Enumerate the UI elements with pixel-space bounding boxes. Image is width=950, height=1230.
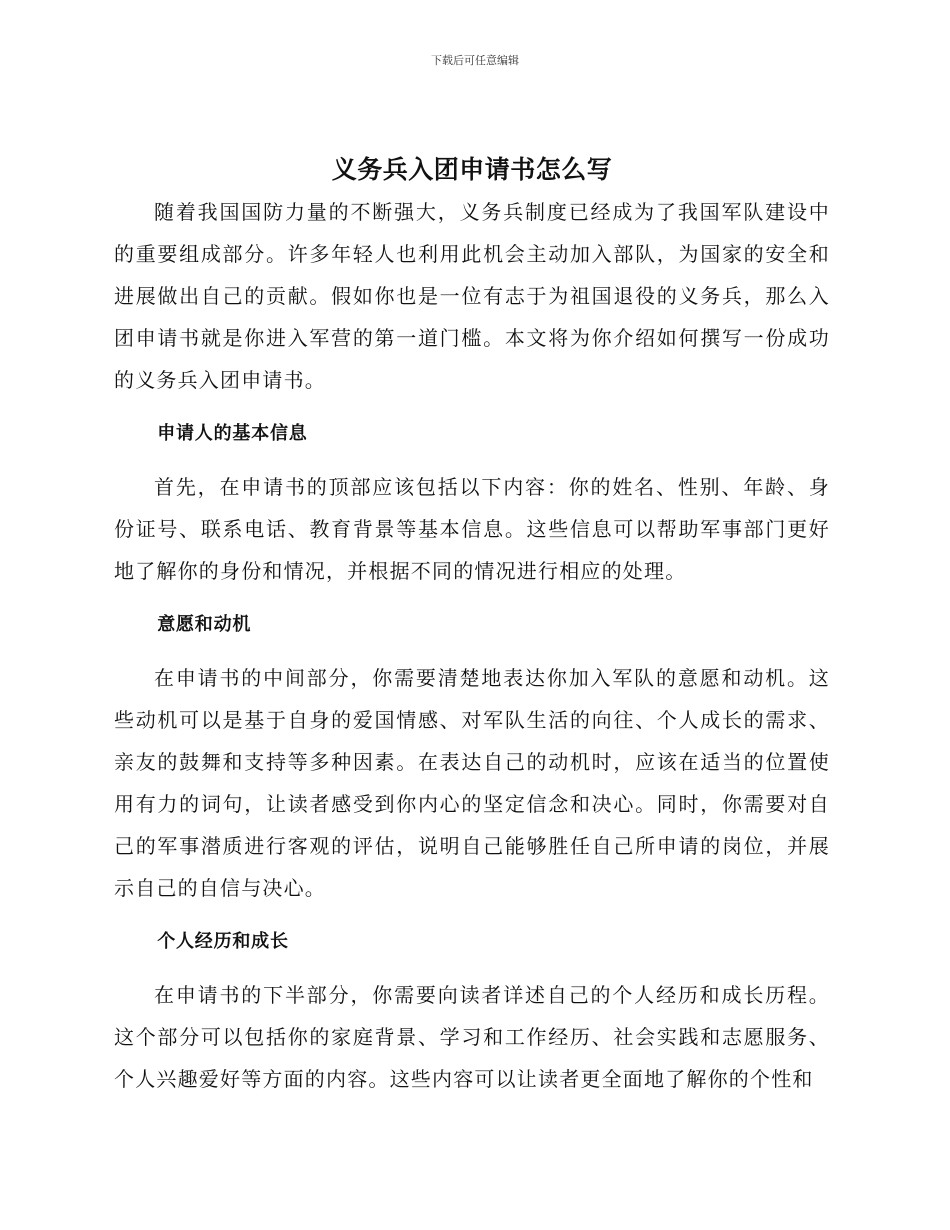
section-paragraph-motivation: 在申请书的中间部分，你需要清楚地表达你加入军队的意愿和动机。这些动机可以是基于自身的爱国情感、对军队生活的向往、个人成长的需求、亲友的鼓舞和支持等多种因素。在表达自己的动机时，应该在适当的位置使用有力的词句，让读者感受到你内心的坚定信念和决心。同时，你需要对自己的军事潜质进行客观的评估，说明自己能够胜任自己所申请的岗位，并展示自己的自信与决心。 — [114, 666, 830, 900]
intro-paragraph: 随着我国国防力量的不断强大，义务兵制度已经成为了我国军队建设中的重要组成部分。许多年轻人也利用此机会主动加入部队，为国家的安全和进展做出自己的贡献。假如你也是一位有志于为祖国退役的义务兵，那么入团申请书就是你进入军营的第一道门槛。本文将为你介绍如何撰写一份成功的义务兵入团申请书。 — [114, 200, 830, 392]
document-title: 义务兵入团申请书怎么写 — [331, 155, 613, 184]
section-paragraph-experience: 在申请书的下半部分，你需要向读者详述自己的个人经历和成长历程。这个部分可以包括你的家庭背景、学习和工作经历、社会实践和志愿服务、个人兴趣爱好等方面的内容。这些内容可以让读者更全面地了解你的个性和 — [114, 983, 830, 1091]
section-heading-motivation: 意愿和动机 — [157, 614, 252, 635]
document-content — [114, 149, 830, 1100]
header-note: 下载后可任意编辑 — [431, 54, 519, 67]
section-heading-basic-info: 申请人的基本信息 — [157, 423, 308, 444]
section-paragraph-basic-info: 首先，在申请书的顶部应该包括以下内容：你的姓名、性别、年龄、身份证号、联系电话、教育背景等基本信息。这些信息可以帮助军事部门更好地了解你的身份和情况，并根据不同的情况进行相应的处理。 — [114, 475, 830, 583]
section-heading-experience: 个人经历和成长 — [157, 931, 289, 952]
